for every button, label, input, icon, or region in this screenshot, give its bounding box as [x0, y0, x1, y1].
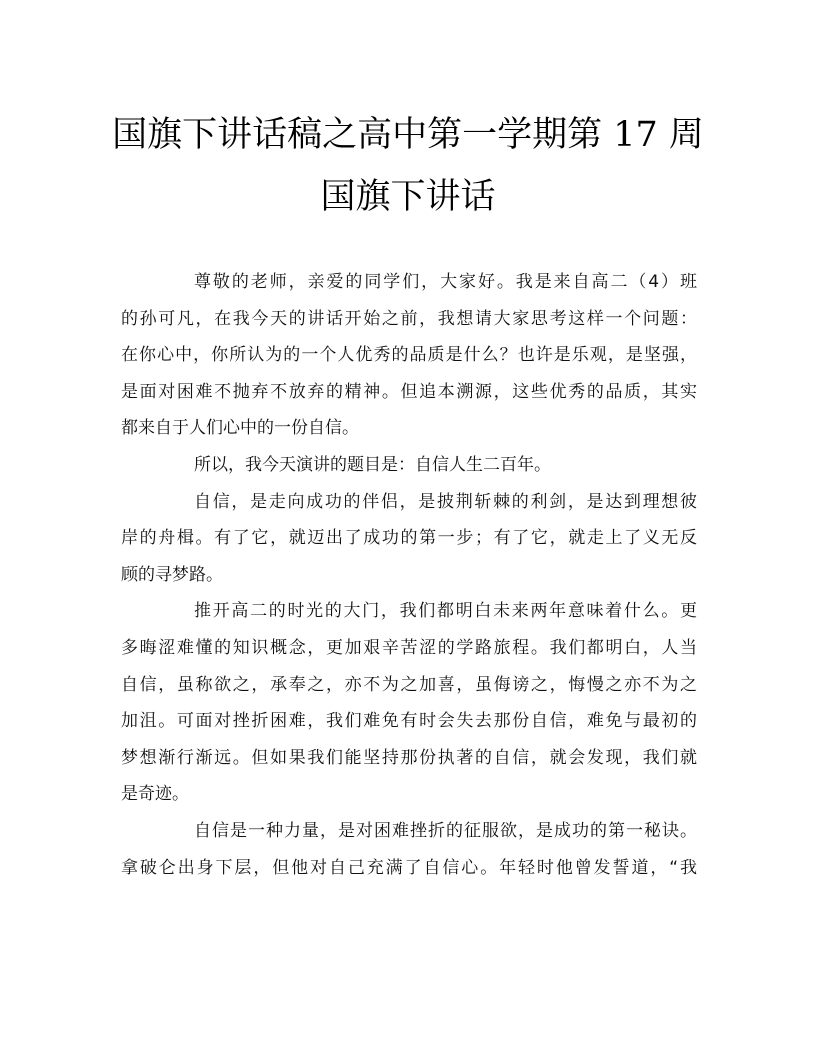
- text-line: 自信，是走向成功的伴侣，是披荆斩棘的利剑，是达到理想彼: [194, 491, 697, 512]
- text-line: 顾的寻梦路。: [121, 564, 223, 585]
- text-line: 在你心中，你所认为的一个人优秀的品质是什么？也许是乐观，是坚强，: [121, 345, 697, 366]
- text-line: 多晦涩难懂的知识概念，更加艰辛苦涩的学路旅程。我们都明白，人当: [121, 637, 697, 658]
- title-line-2: 国旗下讲话: [320, 177, 496, 217]
- speech-body: [121, 264, 697, 886]
- text-line: 所以，我今天演讲的题目是：自信人生二百年。: [194, 454, 551, 475]
- paragraph-topic: [121, 447, 697, 484]
- paragraph-grade-two: [121, 593, 697, 813]
- text-line: 自信，虽称欲之，承奉之，亦不为之加喜，虽侮谤之，悔慢之亦不为之: [121, 674, 697, 695]
- text-line: 加沮。可面对挫折困难，我们难免有时会失去那份自信，难免与最初的: [121, 711, 697, 732]
- text-line: 尊敬的老师，亲爱的同学们，大家好。我是来自高二（4）班: [194, 272, 697, 292]
- text-line: 自信是一种力量，是对困难挫折的征服欲，是成功的第一秘诀。: [194, 820, 697, 841]
- title-line-1: 国旗下讲话稿之高中第一学期第 17 周: [112, 115, 704, 155]
- text-line: 拿破仑出身下层，但他对自己充满了自信心。年轻时他曾发誓道，“我: [121, 857, 697, 878]
- text-line: 岸的舟楫。有了它，就迈出了成功的第一步；有了它，就走上了义无反: [121, 528, 697, 549]
- paragraph-confidence: [121, 484, 697, 594]
- paragraph-power: [121, 813, 697, 886]
- paragraph-greeting: [121, 264, 697, 447]
- text-line: 都来自于人们心中的一份自信。: [121, 418, 359, 439]
- text-line: 是奇迹。: [121, 784, 189, 805]
- text-line: 是面对困难不抛弃不放弃的精神。但追本溯源，这些优秀的品质，其实: [121, 381, 697, 402]
- text-line: 推开高二的时光的大门，我们都明白未来两年意味着什么。更: [194, 601, 697, 622]
- document-title: [108, 104, 708, 228]
- text-line: 梦想渐行渐远。但如果我们能坚持那份执著的自信，就会发现，我们就: [121, 747, 697, 768]
- text-line: 的孙可凡，在我今天的讲话开始之前，我想请大家思考这样一个问题：: [121, 308, 697, 329]
